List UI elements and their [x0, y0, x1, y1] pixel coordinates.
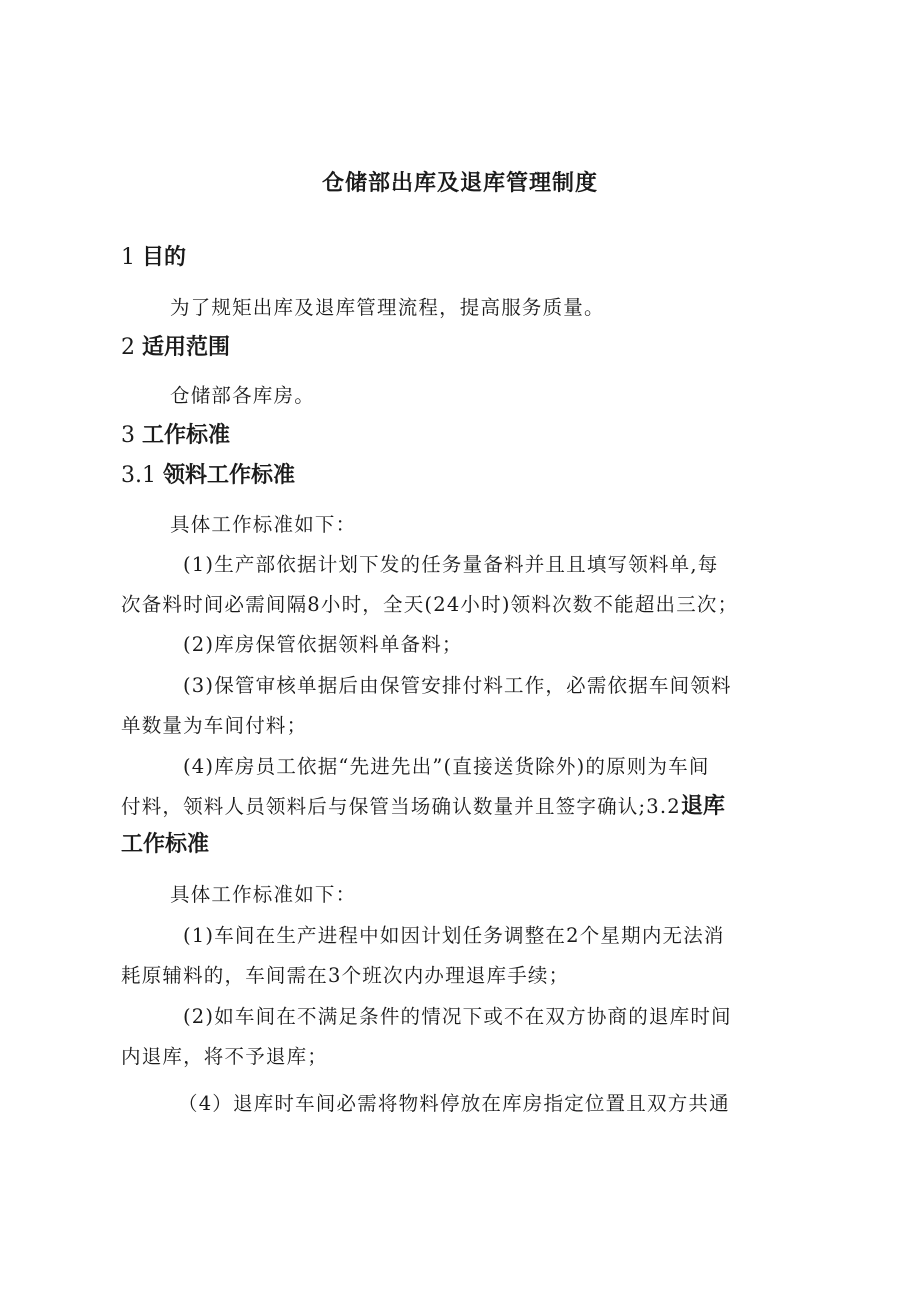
page-title: 仓储部出库及退库管理制度	[321, 171, 598, 196]
section-1-number: 1	[121, 245, 142, 270]
section-3-1-title: 领料工作标准	[162, 463, 295, 488]
section-3-1-intro: 具体工作标准如下：	[170, 513, 357, 536]
section-3-2-item-1-line-2: 耗原辅料的，车间需在3个班次内办理退库手续；	[121, 964, 570, 987]
section-3-1-item-4-line-2	[121, 792, 811, 822]
section-3-1-item-3-line-2: 单数量为车间付料；	[121, 714, 308, 737]
section-2-title: 适用范围	[142, 335, 231, 360]
section-3-1-item-4-line-1: (4)库房员工依据“先进先出”(直接送货除外)的原则为车间	[183, 755, 710, 778]
section-3-1-item-1-line-2: 次备料时间必需间隔8小时，全天(24小时)领料次数不能超出三次；	[121, 593, 739, 616]
section-3-2-title-part-2: 工作标准	[121, 832, 210, 857]
section-2-heading	[121, 333, 230, 363]
section-3-1-item-4-text: 付料，领料人员领料后与保管当场确认数量并且签字确认;3.2	[121, 795, 681, 818]
section-3-1-item-2: (2)库房保管依据领料单备料；	[183, 633, 463, 656]
section-3-1-heading	[121, 461, 295, 491]
section-1-heading	[121, 243, 186, 273]
section-3-2-item-2-line-1: (2)如车间在不满足条件的情况下或不在双方协商的退库时间	[183, 1005, 732, 1028]
section-3-2-title-part-2-wrap	[121, 830, 209, 860]
section-1-title: 目的	[142, 245, 187, 270]
section-3-2-item-1-line-1: (1)车间在生产进程中如因计划任务调整在2个星期内无法消	[183, 924, 725, 947]
section-3-2-intro: 具体工作标准如下：	[170, 883, 357, 906]
section-3-number: 3	[121, 423, 142, 448]
section-3-2-title-part-1: 退库	[680, 794, 725, 819]
section-3-1-item-1-line-1: (1)生产部依据计划下发的任务量备料并且且填写领料单,每	[183, 553, 719, 576]
section-3-1-item-3-line-1: (3)保管审核单据后由保管安排付料工作，必需依据车间领料	[183, 674, 732, 697]
section-2-number: 2	[121, 335, 142, 360]
section-3-1-number: 3.1	[121, 463, 163, 488]
section-2-body: 仓储部各库房。	[170, 384, 315, 407]
section-3-heading	[121, 421, 230, 451]
section-3-2-item-4-line-1: （4）退库时车间必需将物料停放在库房指定位置且双方共通	[178, 1092, 730, 1115]
section-3-2-item-2-line-2: 内退库，将不予退库；	[121, 1045, 329, 1068]
section-3-title: 工作标准	[142, 423, 231, 448]
section-1-body: 为了规矩出库及退库管理流程，提高服务质量。	[170, 296, 605, 319]
